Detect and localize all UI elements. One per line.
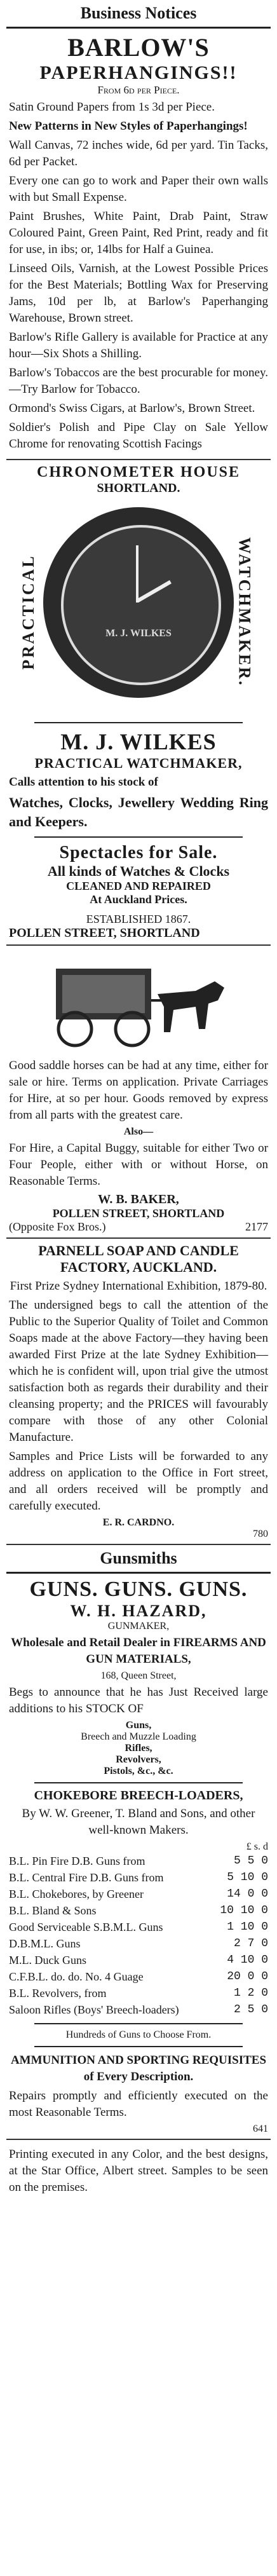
price-row	[9, 1886, 268, 1902]
price-row	[9, 1869, 268, 1886]
divider	[34, 2023, 243, 2024]
baker-footer	[9, 1220, 268, 1234]
price-row	[9, 1952, 268, 1968]
price-item: B.L. Revolvers, from	[9, 1987, 107, 2000]
barlow-line: Barlow's Rifle Gallery is available for Practice at any hour—Six Shots a Shilling.	[9, 331, 268, 360]
wilkes-town: SHORTLAND.	[97, 481, 180, 495]
price-item: B.L. Pin Fire D.B. Guns from	[9, 1855, 145, 1867]
price-item: M.L. Duck Guns	[9, 1954, 86, 1966]
hazard-hundreds: Hundreds of Guns to Choose From.	[65, 2029, 212, 2040]
hazard-stock-1: Breech and Muzzle Loading	[81, 1731, 196, 1742]
price-item: B.L. Central Fire D.B. Guns from	[9, 1871, 164, 1884]
baker-ad	[6, 946, 271, 1239]
wilkes-cleaned: CLEANED AND REPAIRED	[66, 880, 211, 892]
practical-vertical: PRACTICAL	[18, 554, 37, 670]
hazard-guns: GUNS. GUNS. GUNS.	[29, 1578, 248, 1601]
barlow-ad	[6, 29, 271, 460]
barlow-line: Barlow's Tobaccos are the best procurable for money.—Try Barlow for Tobacco.	[9, 366, 268, 396]
parnell-num: 780	[253, 1529, 268, 1539]
hazard-currency: £ s. d	[246, 1841, 268, 1852]
price-item: Saloon Rifles (Boys' Breech-loaders)	[9, 2003, 179, 2016]
parnell-ad	[6, 1239, 271, 1545]
barlow-line: Satin Ground Papers from 1s 3d per Piece.	[9, 100, 215, 114]
wilkes-ad	[6, 460, 271, 946]
hazard-makers: By W. W. Greener, T. Bland and Sons, and other well-known Makers.	[22, 1807, 255, 1837]
hazard-street: 168, Queen Street,	[100, 1670, 177, 1681]
wilkes-trade: PRACTICAL WATCHMAKER,	[34, 755, 243, 771]
parnell-prize: First Prize Sydney International Exhibition, 1879-80.	[10, 1279, 267, 1293]
price-value: 5 10 0	[227, 1871, 268, 1884]
barlow-title: BARLOW'S	[67, 33, 210, 62]
wilkes-established: ESTABLISHED 1867.	[86, 913, 191, 925]
wilkes-prices: At Auckland Prices.	[90, 893, 187, 906]
barlow-line: Soldier's Polish and Pipe Clay on Sale Yellow Chrome for renovating Scottish Facings	[9, 421, 268, 451]
price-row	[9, 1902, 268, 1919]
barlow-from: From 6d per Piece.	[97, 84, 180, 96]
price-item: Good Serviceable S.B.M.L. Guns	[9, 1921, 163, 1933]
hazard-stock-2: Rifles,	[125, 1743, 152, 1754]
watchmaker-vertical: WATCHMAKER.	[235, 537, 254, 687]
clock-illustration	[9, 507, 268, 717]
barlow-line: New Patterns in New Styles of Paperhangings!	[9, 119, 248, 133]
wagon-illustration	[37, 956, 240, 1051]
baker-opp: (Opposite Fox Bros.)	[9, 1220, 106, 1233]
price-value: 5 5 0	[233, 1855, 268, 1867]
clock-icon	[43, 507, 234, 698]
price-item: D.B.M.L. Guns	[9, 1937, 81, 1950]
price-item: C.F.B.L. do. do. No. 4 Guage	[9, 1970, 144, 1983]
parnell-title: PARNELL SOAP AND CANDLE FACTORY, AUCKLAND.	[38, 1243, 239, 1275]
price-table	[9, 1853, 268, 2018]
hazard-trade: GUNMAKER,	[107, 1621, 170, 1632]
baker-p2: For Hire, a Capital Buggy, suitable for either Two or Four People, either with or without Horse, on Reasonable Terms.	[9, 1141, 268, 1188]
baker-address: POLLEN STREET, SHORTLAND	[52, 1207, 225, 1220]
price-value: 14 0 0	[227, 1888, 268, 1900]
price-row	[9, 1853, 268, 1869]
horse-wagon-icon	[37, 956, 240, 1051]
divider	[34, 722, 243, 723]
barlow-line: Every one can go to work and Paper their own walls with but Small Expense.	[9, 174, 268, 204]
baker-name: W. B. BAKER,	[98, 1192, 179, 1206]
parnell-samples: Samples and Price Lists will be forwarded to any address on application to the Office in Fort street, and all orders received will be promptly and carefully executed.	[9, 1450, 268, 1513]
hazard-stock-3: Revolvers,	[116, 1754, 161, 1765]
price-row	[9, 1919, 268, 1935]
parnell-body: The undersigned begs to call the attention of the Public to the Superior Quality of Toilet and Common Soaps made at the above Factory—they having been awarded First Prize at the late Sydney Exhibition—which he is confident will, upon trial give the utmost satisfaction both as regards their durability and their cleansing property; and the PRICES will favourably compare with those of any other Colonial Manufacture.	[9, 1298, 268, 1444]
hazard-stock-0: Guns,	[125, 1720, 152, 1731]
parnell-sign: E. R. CARDNO.	[102, 1517, 175, 1528]
wilkes-spectacles: Spectacles for Sale.	[59, 843, 218, 862]
price-row	[9, 1985, 268, 2001]
hazard-stock-4: Pistols, &c., &c.	[104, 1766, 173, 1776]
price-value: 10 10 0	[220, 1904, 268, 1917]
hazard-num: 641	[253, 2123, 268, 2134]
wilkes-address: POLLEN STREET, SHORTLAND	[9, 926, 200, 940]
hazard-ad	[6, 1574, 271, 2140]
price-value: 1 10 0	[227, 1921, 268, 1933]
section-gunsmiths-title: Gunsmiths	[6, 1545, 271, 1574]
section-business-title: Business Notices	[6, 0, 271, 29]
wilkes-calls: Calls attention to his stock of	[9, 775, 158, 789]
barlow-line: Linseed Oils, Varnish, at the Lowest Possible Prices for the Best Materials; Bottling Wax for Preserving Jams, 10d per lb, at Barlow's Paperhanging Warehouse, Brown street.	[9, 262, 268, 325]
wilkes-house: CHRONOMETER HOUSE	[36, 464, 241, 480]
price-row	[9, 1968, 268, 1985]
divider	[34, 1782, 243, 1783]
divider	[34, 836, 243, 838]
price-value: 1 2 0	[233, 1987, 268, 2000]
price-row	[9, 1935, 268, 1952]
price-value: 2 5 0	[233, 2003, 268, 2016]
clock-hand-minute	[136, 545, 138, 603]
clock-face	[61, 525, 221, 685]
barlow-line: Paint Brushes, White Paint, Drab Paint, Straw Coloured Paint, Green Paint, Red Print, ready and fit for use, in ibs; or, 14lbs for Half a Guinea.	[9, 210, 268, 256]
wilkes-goods: Watches, Clocks, Jewellery Wedding Ring and Keepers.	[9, 794, 268, 829]
baker-p1: Good saddle horses can be had at any time, either for sale or hire. Terms on application. Private Carriages for Hire, at so per hour. Goods removed by express from all parts with the greatest care.	[9, 1059, 268, 1122]
printing-body: Printing executed in any Color, and the best designs, at the Star Office, Albert street. Samples to be seen on the premises.	[9, 2148, 268, 2194]
printing-ad	[6, 2140, 271, 2202]
hazard-choke: CHOKEBORE BREECH-LOADERS,	[34, 1789, 243, 1803]
barlow-line: Ormond's Swiss Cigars, at Barlow's, Brown Street.	[9, 402, 255, 415]
hazard-ammo: AMMUNITION AND SPORTING REQUISITES of Every Description.	[10, 2054, 267, 2083]
price-value: 20 0 0	[227, 1970, 268, 1983]
wilkes-repairs: All kinds of Watches & Clocks	[47, 863, 230, 879]
hazard-name: W. H. HAZARD,	[70, 1602, 207, 1620]
barlow-line: Wall Canvas, 72 inches wide, 6d per yard. Tin Tacks, 6d per Packet.	[9, 139, 268, 168]
hazard-dealer: Wholesale and Retail Dealer in FIREARMS AND GUN MATERIALS,	[11, 1636, 266, 1666]
price-item: B.L. Chokebores, by Greener	[9, 1888, 144, 1900]
wilkes-name: M. J. WILKES	[60, 729, 217, 754]
hazard-repairs: Repairs promptly and efficiently executed on the most Reasonable Terms.	[9, 2089, 268, 2119]
baker-also: Also—	[123, 1126, 154, 1137]
clock-maker-name: M. J. WILKES	[105, 628, 172, 639]
price-value: 4 10 0	[227, 1954, 268, 1966]
price-row	[9, 2001, 268, 2018]
price-value: 2 7 0	[233, 1937, 268, 1950]
barlow-subtitle: PAPERHANGINGS!!	[39, 62, 238, 83]
baker-num: 2177	[245, 1220, 268, 1233]
divider	[34, 2046, 243, 2047]
hazard-announce: Begs to announce that he has Just Received large additions to his STOCK OF	[9, 1686, 268, 1715]
price-item: B.L. Bland & Sons	[9, 1904, 97, 1917]
